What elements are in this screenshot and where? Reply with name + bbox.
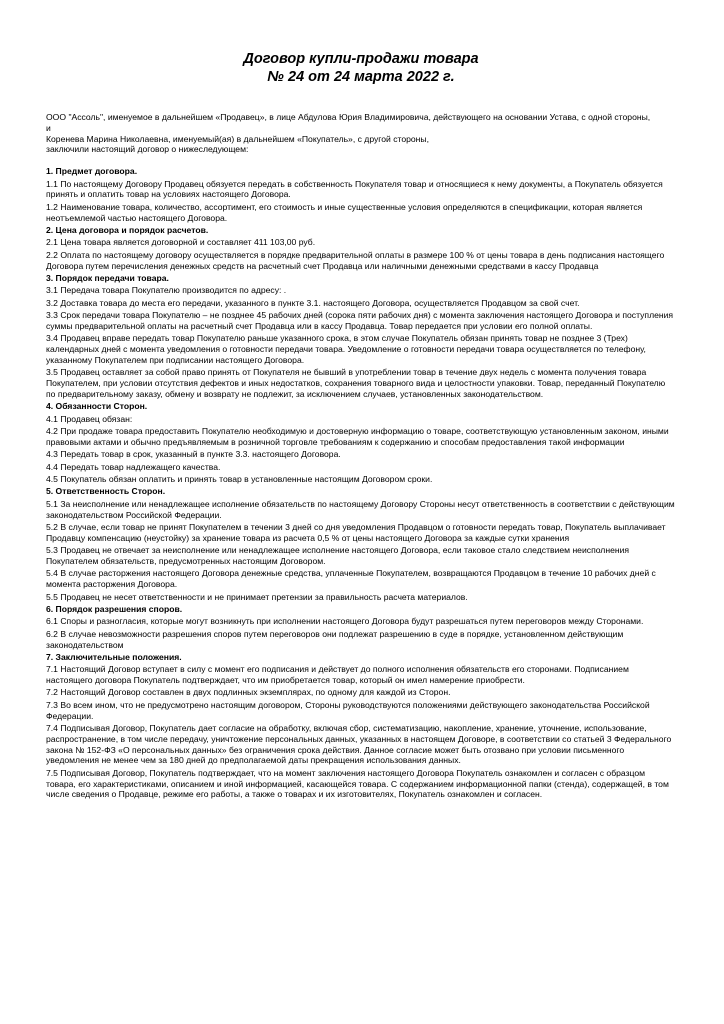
clause: 1.2 Наименование товара, количество, ассортимент, его стоимость и иные существенные условия определяются в спецификации, которая является неотъемлемой частью настоящего Договора.: [46, 201, 643, 223]
clause: 2.2 Оплата по настоящему договору осуществляется в порядке предварительной оплаты в размере 100 % от цены товара в день подписания настоящего Договора путем перечисления денежных средств на расчетный счет Продавца или наличными денежными средствами в кассу Продавца: [46, 249, 665, 271]
clause: 5.5 Продавец не несет ответственности и не принимает претензии за правильность расчета материалов.: [46, 591, 468, 602]
preamble-and: и: [46, 122, 51, 133]
section-heading: 2. Цена договора и порядок расчетов.: [46, 224, 209, 235]
section-heading: 4. Обязанности Сторон.: [46, 401, 148, 412]
contract-body: [46, 166, 676, 800]
section-heading: 7. Заключительные положения.: [46, 651, 182, 662]
contract-preamble: [46, 112, 676, 155]
clause: 1.1 По настоящему Договору Продавец обязуется передать в собственность Покупателя товар и относящиеся к нему документы, а Покупатель обязуется принять и оплатить товар на условиях настоящего Договора.: [46, 178, 663, 200]
clause: 4.4 Передать товар надлежащего качества.: [46, 461, 221, 472]
clause: 4.5 Покупатель обязан оплатить и принять товар в установленные настоящим Договором сроки.: [46, 474, 433, 484]
section-heading: 3. Порядок передачи товара.: [46, 272, 169, 283]
section-heading: 1. Предмет договора.: [46, 166, 138, 177]
clause: 7.4 Подписывая Договор, Покупатель дает согласие на обработку, включая сбор, систематизацию, накопление, хранение, уточнение, использование, распространение, в том числе передачу, уничтожение персональных данных, указанных в настоящем Договоре, в соответствии со статьей 3 Федерального закона № 152-ФЗ «О персональных данных» без ограничения срока действия. Данное согласие может быть отозвано при условии письменного уведомления не менее чем за 180 дней до предполагаемой даты прекращения использования данных.: [46, 723, 672, 766]
clause: 4.3 Передать товар в срок, указанный в пункте 3.3. настоящего Договора.: [46, 449, 341, 460]
document-title: [46, 50, 676, 86]
clause: 3.4 Продавец вправе передать товар Покупателю раньше указанного срока, в этом случае Покупатель обязан принять товар не позднее 3 (Трех) календарных дней с момента уведомления о готовности передачи товара. Уведомление о готовности передачи товара осуществляется по телефону, указанному Покупателем при подписании настоящего Договора.: [46, 333, 646, 365]
clause: 5.4 В случае расторжения настоящего Договора денежные средства, уплаченные Покупателем, возвращаются Продавцом в течение 10 рабочих дней с момента расторжения Договора.: [46, 568, 656, 590]
clause: 3.3 Срок передачи товара Покупателю – не позднее 45 рабочих дней (сорока пяти рабочих дня) с момента заключения настоящего Договора и поступления суммы предварительной оплаты на расчетный счет Продавца или в кассу Продавца. Товар передается при условии его полной оплаты.: [46, 310, 674, 331]
clause: 3.5 Продавец оставляет за собой право принять от Покупателя не бывший в употреблении товар в течение двух недель с момента получения товара Покупателем, при условии отсутствия дефектов и иных недостатков, сохранения товарного вида и целостности упаковки. Товар, переданный Покупателю по предварительному заказу, обмену и возврату не подлежит, за исключением случаев, установленных законодательством.: [46, 367, 666, 399]
preamble-buyer: Коренева Марина Николаевна, именуемый(ая) в дальнейшем «Покупатель», с другой стороны,: [46, 133, 429, 144]
clause: 7.5 Подписывая Договор, Покупатель подтверждает, что на момент заключения настоящего Договора Покупатель ознакомлен и согласен с образцом товара, его характеристиками, описанием и иной информацией, касающейся товара. С содержанием информационной папки (стенда), содержащей, в том числе сведения о Продавце, режиме его работы, а также о товарах и их изготовителях, Покупатель ознакомлен и согласен.: [46, 767, 669, 800]
preamble-seller: ООО "Ассоль", именуемое в дальнейшем «Продавец», в лице Абдулова Юрия Владимировича, действующего на основании Устава, с одной стороны,: [46, 112, 651, 122]
clause: 2.1 Цена товара является договорной и составляет 411 103,00 руб.: [46, 237, 316, 248]
clause: 6.1 Споры и разногласия, которые могут возникнуть при исполнении настоящего Договора будут разрешаться путем переговоров между Сторонами.: [46, 616, 644, 627]
title-line-2: № 24 от 24 марта 2022 г.: [267, 69, 455, 85]
title-line-1: Договор купли-продажи товара: [243, 51, 479, 67]
clause: 6.2 В случае невозможности разрешения споров путем переговоров они подлежат разрешению в суде в порядке, установленном действующим законодательством: [46, 628, 624, 650]
preamble-conclusion: заключили настоящий договор о нижеследующем:: [46, 144, 249, 155]
clause: 5.1 За неисполнение или ненадлежащее исполнение обязательств по настоящему Договору Стороны несут ответственность в соответствии с действующим законодательством Российской Федерации.: [46, 498, 675, 520]
clause: 5.3 Продавец не отвечает за неисполнение или ненадлежащее исполнение настоящего Договора, если таковое стало следствием неисполнения Покупателем обязательств, предусмотренных настоящим Договором.: [46, 545, 630, 566]
section-heading: 6. Порядок разрешения споров.: [46, 603, 183, 614]
clause: 3.1 Передача товара Покупателю производится по адресу: .: [46, 285, 287, 296]
clause: 7.2 Настоящий Договор составлен в двух подлинных экземплярах, по одному для каждой из Сторон.: [46, 687, 451, 698]
clause: 7.3 Во всем ином, что не предусмотрено настоящим договором, Стороны руководствуются положениями действующего законодательства Российской Федерации.: [46, 699, 650, 721]
clause: 5.2 В случае, если товар не принят Покупателем в течении 3 дней со дня уведомления Продавцом о готовности передать товар, Покупатель выплачивает Продавцу компенсацию (неустойку) за хранение товара из расчета 0,5 % от цены настоящего Договора за каждые сутки хранения: [46, 521, 666, 543]
clause: 3.2 Доставка товара до места его передачи, указанного в пункте 3.1. настоящего Договора, осуществляется Продавцом за свой счет.: [46, 297, 580, 308]
clause: 7.1 Настоящий Договор вступает в силу с момент его подписания и действует до полного исполнения обязательств его сторонами. Подписанием настоящего договора Покупатель подтверждает, что им приобретается товар, который он имел намерение приобрести.: [46, 664, 629, 686]
section-heading: 5. Ответственность Сторон.: [46, 486, 166, 497]
clause: 4.2 При продаже товара предоставить Покупателю необходимую и достоверную информацию о товаре, соответствующую установленным законом, иными правовыми актами и обычно предъявляемым в розничной торговле требованиям к содержанию и способам предоставления такой информации: [46, 426, 669, 447]
clause: 4.1 Продавец обязан:: [46, 413, 133, 424]
